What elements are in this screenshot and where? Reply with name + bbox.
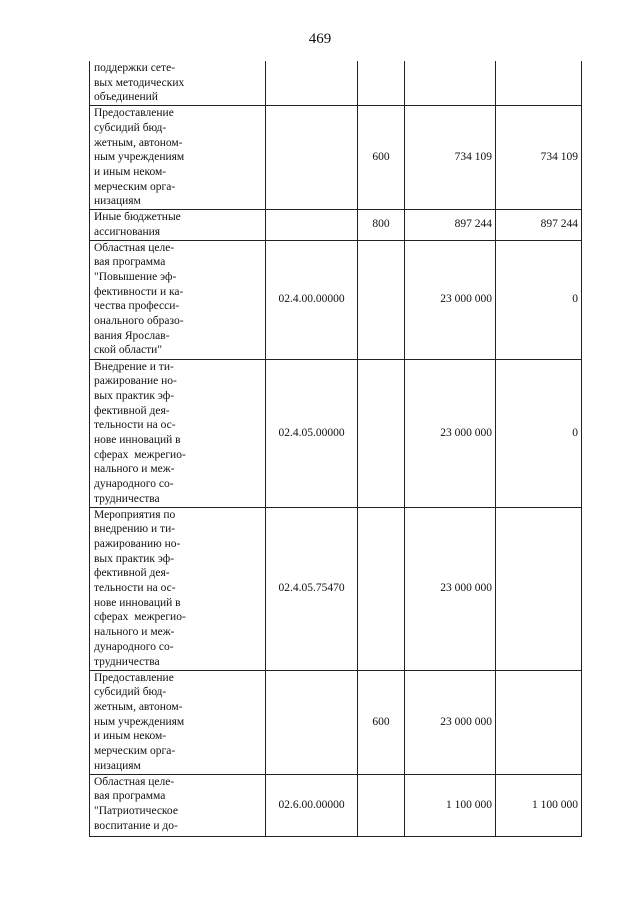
amount-cell-1: 23 000 000 (405, 670, 496, 774)
expense-type-cell: 600 (358, 106, 405, 210)
item-name-cell: поддержки сете- вых методических объединений (90, 61, 266, 106)
item-name-cell: Областная целе- вая программа "Повышение эф- фективности и ка- чества професси- онального образо- вания Ярослав- ской области" (90, 240, 266, 359)
amount-cell-2 (496, 61, 582, 106)
item-name-cell: Мероприятия по внедрению и ти- ражированию но- вых практик эф- фективной дея- тельности на ос- нове инноваций в сферах межрегио- нального и меж- дународного со- трудничества (90, 507, 266, 670)
target-code-cell (266, 210, 358, 240)
item-name-cell: Предоставление субсидий бюд- жетным, автоном- ным учреждениям и иным неком- мерческим орга- низациям (90, 106, 266, 210)
expense-type-cell (358, 507, 405, 670)
table-row (90, 210, 582, 240)
amount-cell-2: 0 (496, 240, 582, 359)
expense-type-cell (358, 359, 405, 507)
amount-cell-1: 897 244 (405, 210, 496, 240)
amount-cell-1: 1 100 000 (405, 774, 496, 836)
expense-type-cell (358, 240, 405, 359)
item-name-cell: Иные бюджетные ассигнования (90, 210, 266, 240)
table-row (90, 61, 582, 106)
table-row (90, 774, 582, 836)
table-row (90, 240, 582, 359)
target-code-cell (266, 670, 358, 774)
amount-cell-2: 734 109 (496, 106, 582, 210)
amount-cell-1 (405, 61, 496, 106)
amount-cell-1: 23 000 000 (405, 507, 496, 670)
expense-type-cell: 800 (358, 210, 405, 240)
amount-cell-1: 23 000 000 (405, 359, 496, 507)
expense-type-cell (358, 774, 405, 836)
amount-cell-2 (496, 507, 582, 670)
target-code-cell: 02.6.00.00000 (266, 774, 358, 836)
amount-cell-2 (496, 670, 582, 774)
amount-cell-2: 897 244 (496, 210, 582, 240)
table-row (90, 359, 582, 507)
target-code-cell (266, 61, 358, 106)
target-code-cell (266, 106, 358, 210)
amount-cell-1: 23 000 000 (405, 240, 496, 359)
table-row (90, 670, 582, 774)
item-name-cell: Внедрение и ти- ражирование но- вых практик эф- фективной дея- тельности на ос- нове инноваций в сферах межрегио- нального и меж- дународного со- трудничества (90, 359, 266, 507)
target-code-cell: 02.4.05.75470 (266, 507, 358, 670)
page-number: 469 (308, 31, 332, 47)
table-row (90, 507, 582, 670)
expense-type-cell: 600 (358, 670, 405, 774)
amount-cell-2: 1 100 000 (496, 774, 582, 836)
item-name-cell: Областная целе- вая программа "Патриотическое воспитание и до- (90, 774, 266, 836)
amount-cell-2: 0 (496, 359, 582, 507)
target-code-cell: 02.4.00.00000 (266, 240, 358, 359)
expense-type-cell (358, 61, 405, 106)
table-row (90, 106, 582, 210)
amount-cell-1: 734 109 (405, 106, 496, 210)
item-name-cell: Предоставление субсидий бюд- жетным, автоном- ным учреждениям и иным неком- мерческим орга- низациям (90, 670, 266, 774)
target-code-cell: 02.4.05.00000 (266, 359, 358, 507)
budget-table (89, 61, 582, 837)
